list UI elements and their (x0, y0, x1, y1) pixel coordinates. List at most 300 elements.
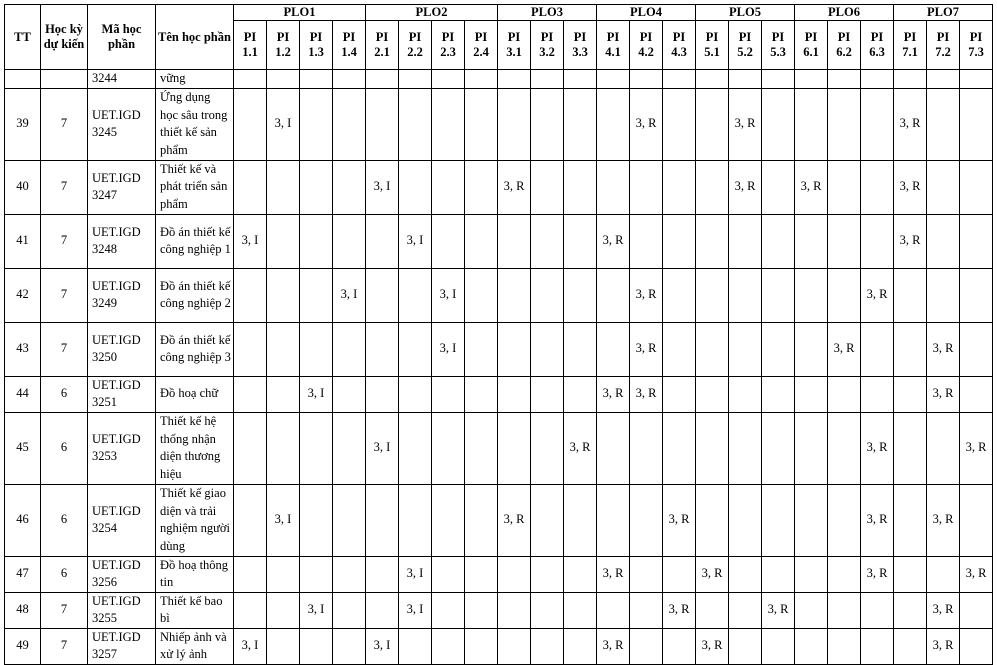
pi-mapping-cell: 3, R (630, 322, 663, 376)
pi-mapping-cell (597, 70, 630, 89)
pi-mapping-cell (927, 88, 960, 160)
pi-mapping-cell (828, 484, 861, 556)
pi-mapping-cell (234, 556, 267, 592)
pi-mapping-cell (663, 214, 696, 268)
row-number: 40 (5, 160, 41, 214)
pi-mapping-cell (366, 70, 399, 89)
pi-mapping-cell (333, 70, 366, 89)
pi-mapping-cell (630, 412, 663, 484)
table-row (5, 160, 993, 214)
pi-mapping-cell (267, 214, 300, 268)
pi-mapping-cell (564, 88, 597, 160)
semester-cell: 7 (41, 628, 88, 664)
pi-mapping-cell (531, 556, 564, 592)
pi-mapping-cell (762, 412, 795, 484)
pi-mapping-cell (663, 268, 696, 322)
pi-mapping-cell: 3, R (696, 556, 729, 592)
pi-mapping-cell (498, 322, 531, 376)
pi-mapping-cell (894, 70, 927, 89)
pi-mapping-cell: 3, R (861, 412, 894, 484)
pi-mapping-cell: 3, I (366, 628, 399, 664)
pi-mapping-cell (894, 484, 927, 556)
pi-mapping-cell (762, 484, 795, 556)
pi-mapping-cell: 3, R (696, 628, 729, 664)
pi-mapping-cell (663, 70, 696, 89)
course-name: Thiết kế và phát triển sản phẩm (156, 160, 234, 214)
course-code: UET.IGD 3253 (88, 412, 156, 484)
pi-mapping-cell (597, 592, 630, 628)
pi-mapping-cell (465, 214, 498, 268)
pi-mapping-cell (300, 214, 333, 268)
course-name: vững (156, 70, 234, 89)
pi-mapping-cell (663, 322, 696, 376)
pi-header: PI 1.3 (300, 21, 333, 70)
pi-header: PI 3.1 (498, 21, 531, 70)
pi-mapping-cell (333, 322, 366, 376)
pi-mapping-cell (333, 484, 366, 556)
pi-mapping-cell (696, 268, 729, 322)
pi-mapping-cell (762, 88, 795, 160)
pi-mapping-cell (366, 592, 399, 628)
pi-mapping-cell (828, 376, 861, 412)
pi-mapping-cell (795, 88, 828, 160)
pi-mapping-cell (861, 88, 894, 160)
pi-mapping-cell: 3, R (630, 268, 663, 322)
semester-cell: 7 (41, 592, 88, 628)
table-row (5, 592, 993, 628)
row-number (5, 70, 41, 89)
row-number: 49 (5, 628, 41, 664)
pi-mapping-cell (399, 376, 432, 412)
pi-mapping-cell (828, 556, 861, 592)
pi-mapping-cell (696, 322, 729, 376)
pi-mapping-cell (267, 556, 300, 592)
course-name-header: Tên học phần (156, 5, 234, 70)
course-code-header: Mã học phần (88, 5, 156, 70)
pi-mapping-cell (729, 322, 762, 376)
pi-mapping-cell (300, 412, 333, 484)
pi-mapping-cell (795, 214, 828, 268)
pi-header: PI 3.3 (564, 21, 597, 70)
pi-mapping-cell (267, 70, 300, 89)
table-row (5, 556, 993, 592)
pi-mapping-cell (465, 376, 498, 412)
pi-mapping-cell: 3, R (630, 376, 663, 412)
pi-mapping-cell: 3, I (300, 592, 333, 628)
course-code: UET.IGD 3250 (88, 322, 156, 376)
pi-mapping-cell (333, 628, 366, 664)
course-name: Thiết kế bao bì (156, 592, 234, 628)
table-row (5, 484, 993, 556)
pi-mapping-cell (234, 70, 267, 89)
pi-mapping-cell (663, 160, 696, 214)
pi-mapping-cell: 3, R (894, 160, 927, 214)
pi-mapping-cell (960, 70, 993, 89)
plo-group-header: PLO1 (234, 5, 366, 21)
pi-mapping-cell (828, 592, 861, 628)
pi-mapping-cell (729, 628, 762, 664)
pi-mapping-cell (399, 322, 432, 376)
pi-header: PI 4.3 (663, 21, 696, 70)
table-row (5, 376, 993, 412)
pi-mapping-cell (960, 322, 993, 376)
pi-mapping-cell (432, 592, 465, 628)
pi-mapping-cell: 3, R (597, 376, 630, 412)
pi-mapping-cell (564, 322, 597, 376)
plo-group-header: PLO2 (366, 5, 498, 21)
pi-mapping-cell (597, 88, 630, 160)
pi-mapping-cell (333, 88, 366, 160)
table-row (5, 412, 993, 484)
pi-header: PI 3.2 (531, 21, 564, 70)
pi-mapping-cell (564, 556, 597, 592)
pi-mapping-cell (300, 628, 333, 664)
semester-cell: 7 (41, 88, 88, 160)
pi-mapping-cell (729, 214, 762, 268)
pi-mapping-cell (597, 160, 630, 214)
pi-mapping-cell (432, 214, 465, 268)
pi-mapping-cell (564, 214, 597, 268)
pi-mapping-cell: 3, R (663, 484, 696, 556)
pi-mapping-cell (333, 592, 366, 628)
pi-mapping-cell (762, 376, 795, 412)
pi-mapping-cell (564, 70, 597, 89)
pi-mapping-cell: 3, R (597, 556, 630, 592)
semester-cell: 7 (41, 160, 88, 214)
pi-mapping-cell (729, 376, 762, 412)
pi-mapping-cell (663, 412, 696, 484)
table-row (5, 628, 993, 664)
pi-header: PI 7.3 (960, 21, 993, 70)
pi-mapping-cell (300, 268, 333, 322)
pi-header: PI 6.2 (828, 21, 861, 70)
pi-mapping-cell (960, 214, 993, 268)
pi-mapping-cell (894, 268, 927, 322)
pi-mapping-cell (399, 484, 432, 556)
pi-mapping-cell (960, 376, 993, 412)
pi-mapping-cell (762, 214, 795, 268)
course-name: Đồ hoạ thông tin (156, 556, 234, 592)
table-row (5, 268, 993, 322)
pi-mapping-cell (828, 268, 861, 322)
pi-mapping-cell (234, 592, 267, 628)
pi-mapping-cell (597, 484, 630, 556)
pi-mapping-cell (696, 592, 729, 628)
pi-mapping-cell (531, 376, 564, 412)
pi-mapping-cell (630, 592, 663, 628)
pi-mapping-cell (465, 592, 498, 628)
tt-header: TT (5, 5, 41, 70)
course-code: UET.IGD 3249 (88, 268, 156, 322)
pi-mapping-cell (927, 70, 960, 89)
pi-mapping-cell (267, 628, 300, 664)
plo-group-header: PLO4 (597, 5, 696, 21)
pi-mapping-cell (894, 592, 927, 628)
pi-header: PI 6.3 (861, 21, 894, 70)
course-code: UET.IGD 3245 (88, 88, 156, 160)
pi-mapping-cell (366, 322, 399, 376)
semester-cell: 6 (41, 556, 88, 592)
pi-mapping-cell (465, 70, 498, 89)
pi-mapping-cell (960, 268, 993, 322)
course-code: UET.IGD 3256 (88, 556, 156, 592)
pi-mapping-cell (927, 160, 960, 214)
pi-mapping-cell (366, 88, 399, 160)
pi-mapping-cell (531, 70, 564, 89)
pi-header: PI 5.1 (696, 21, 729, 70)
pi-mapping-cell (729, 592, 762, 628)
pi-mapping-cell: 3, I (267, 88, 300, 160)
pi-mapping-cell (960, 88, 993, 160)
pi-mapping-cell (795, 412, 828, 484)
pi-mapping-cell: 3, R (927, 628, 960, 664)
pi-mapping-cell (465, 88, 498, 160)
course-code: UET.IGD 3247 (88, 160, 156, 214)
pi-mapping-cell (828, 628, 861, 664)
pi-mapping-cell (234, 412, 267, 484)
semester-cell: 7 (41, 214, 88, 268)
course-code: 3244 (88, 70, 156, 89)
pi-mapping-cell (795, 376, 828, 412)
pi-mapping-cell (927, 412, 960, 484)
pi-mapping-cell (465, 322, 498, 376)
pi-mapping-cell (234, 376, 267, 412)
pi-mapping-cell: 3, R (927, 322, 960, 376)
table-row (5, 214, 993, 268)
pi-mapping-cell: 3, R (960, 412, 993, 484)
pi-mapping-cell (531, 484, 564, 556)
pi-mapping-cell (564, 484, 597, 556)
pi-mapping-cell (828, 412, 861, 484)
pi-mapping-cell (795, 322, 828, 376)
pi-mapping-cell (432, 376, 465, 412)
pi-mapping-cell (729, 556, 762, 592)
pi-mapping-cell: 3, R (729, 88, 762, 160)
pi-mapping-cell (399, 88, 432, 160)
pi-mapping-cell (300, 556, 333, 592)
semester-cell: 6 (41, 376, 88, 412)
pi-mapping-cell (795, 628, 828, 664)
pi-mapping-cell (762, 70, 795, 89)
pi-mapping-cell (432, 484, 465, 556)
pi-mapping-cell: 3, I (333, 268, 366, 322)
pi-mapping-cell: 3, R (861, 484, 894, 556)
pi-mapping-cell: 3, I (399, 592, 432, 628)
pi-header: PI 7.1 (894, 21, 927, 70)
pi-mapping-cell (432, 412, 465, 484)
row-number: 47 (5, 556, 41, 592)
pi-mapping-cell (828, 70, 861, 89)
pi-mapping-cell (531, 412, 564, 484)
pi-mapping-cell (366, 214, 399, 268)
pi-mapping-cell: 3, R (630, 88, 663, 160)
pi-mapping-cell (432, 556, 465, 592)
pi-mapping-cell: 3, R (498, 484, 531, 556)
pi-mapping-cell (729, 484, 762, 556)
pi-mapping-cell (564, 376, 597, 412)
pi-header: PI 5.3 (762, 21, 795, 70)
pi-mapping-cell (465, 556, 498, 592)
pi-mapping-cell (300, 322, 333, 376)
table-row (5, 88, 993, 160)
pi-mapping-cell: 3, R (663, 592, 696, 628)
pi-header: PI 2.4 (465, 21, 498, 70)
pi-mapping-cell (762, 628, 795, 664)
pi-header: PI 2.3 (432, 21, 465, 70)
pi-header: PI 1.1 (234, 21, 267, 70)
pi-mapping-cell (729, 268, 762, 322)
pi-mapping-cell (531, 628, 564, 664)
pi-header: PI 5.2 (729, 21, 762, 70)
course-name: Thiết kế hệ thống nhận diện thương hiệu (156, 412, 234, 484)
pi-mapping-cell (498, 214, 531, 268)
plo-mapping-table (4, 4, 993, 665)
pi-mapping-cell (795, 268, 828, 322)
pi-mapping-cell (696, 70, 729, 89)
pi-mapping-cell (399, 628, 432, 664)
pi-mapping-cell (894, 376, 927, 412)
pi-mapping-cell (498, 556, 531, 592)
pi-mapping-cell (531, 592, 564, 628)
pi-mapping-cell (861, 70, 894, 89)
pi-header: PI 1.2 (267, 21, 300, 70)
pi-mapping-cell (234, 484, 267, 556)
pi-mapping-cell (663, 556, 696, 592)
pi-mapping-cell (498, 376, 531, 412)
course-name: Thiết kế giao diện và trải nghiệm người dùng (156, 484, 234, 556)
pi-mapping-cell (531, 160, 564, 214)
row-number: 43 (5, 322, 41, 376)
pi-mapping-cell (366, 268, 399, 322)
pi-mapping-cell (432, 70, 465, 89)
pi-mapping-cell (465, 628, 498, 664)
pi-mapping-cell (333, 412, 366, 484)
pi-mapping-cell (663, 88, 696, 160)
row-number: 48 (5, 592, 41, 628)
pi-mapping-cell (861, 160, 894, 214)
pi-mapping-cell (762, 160, 795, 214)
pi-mapping-cell (333, 214, 366, 268)
course-name: Nhiếp ảnh và xử lý ảnh (156, 628, 234, 664)
pi-mapping-cell (927, 556, 960, 592)
pi-mapping-cell (234, 88, 267, 160)
pi-mapping-cell (663, 628, 696, 664)
pi-mapping-cell (762, 268, 795, 322)
pi-mapping-cell (366, 484, 399, 556)
course-code: UET.IGD 3254 (88, 484, 156, 556)
pi-header: PI 1.4 (333, 21, 366, 70)
pi-mapping-cell: 3, R (564, 412, 597, 484)
row-number: 41 (5, 214, 41, 268)
pi-mapping-cell (465, 412, 498, 484)
pi-mapping-cell (861, 376, 894, 412)
table-row (5, 322, 993, 376)
pi-mapping-cell (333, 160, 366, 214)
plo-group-header: PLO5 (696, 5, 795, 21)
pi-mapping-cell (564, 268, 597, 322)
pi-mapping-cell (960, 484, 993, 556)
pi-mapping-cell (333, 376, 366, 412)
pi-mapping-cell (531, 268, 564, 322)
pi-mapping-cell (531, 88, 564, 160)
pi-mapping-cell: 3, I (399, 556, 432, 592)
semester-cell (41, 70, 88, 89)
pi-mapping-cell: 3, R (861, 556, 894, 592)
pi-mapping-cell (267, 268, 300, 322)
pi-mapping-cell: 3, R (597, 214, 630, 268)
pi-header: PI 6.1 (795, 21, 828, 70)
pi-mapping-cell: 3, I (432, 268, 465, 322)
pi-mapping-cell (795, 556, 828, 592)
pi-mapping-cell (432, 88, 465, 160)
pi-mapping-cell (300, 88, 333, 160)
course-code: UET.IGD 3248 (88, 214, 156, 268)
pi-mapping-cell (399, 412, 432, 484)
pi-mapping-cell (696, 484, 729, 556)
pi-mapping-cell (531, 214, 564, 268)
pi-mapping-cell: 3, I (366, 412, 399, 484)
pi-mapping-cell (300, 484, 333, 556)
course-name: Đồ án thiết kế công nghiệp 2 (156, 268, 234, 322)
semester-cell: 6 (41, 484, 88, 556)
pi-mapping-cell: 3, I (399, 214, 432, 268)
pi-mapping-cell: 3, I (267, 484, 300, 556)
pi-mapping-cell (465, 484, 498, 556)
pi-mapping-cell (630, 484, 663, 556)
pi-mapping-cell (630, 628, 663, 664)
semester-cell: 6 (41, 412, 88, 484)
pi-header: PI 4.2 (630, 21, 663, 70)
pi-mapping-cell (399, 268, 432, 322)
pi-mapping-cell: 3, R (927, 484, 960, 556)
pi-mapping-cell: 3, R (762, 592, 795, 628)
pi-mapping-cell (795, 484, 828, 556)
pi-mapping-cell (696, 412, 729, 484)
pi-header: PI 2.1 (366, 21, 399, 70)
pi-mapping-cell (498, 592, 531, 628)
row-number: 46 (5, 484, 41, 556)
pi-header: PI 7.2 (927, 21, 960, 70)
course-name: Ứng dụng học sâu trong thiết kế sản phẩm (156, 88, 234, 160)
pi-mapping-cell (498, 70, 531, 89)
pi-mapping-cell (894, 412, 927, 484)
pi-mapping-cell: 3, I (366, 160, 399, 214)
pi-mapping-cell (696, 376, 729, 412)
pi-mapping-cell (696, 160, 729, 214)
row-number: 45 (5, 412, 41, 484)
row-number: 44 (5, 376, 41, 412)
pi-mapping-cell (630, 214, 663, 268)
pi-mapping-cell (234, 322, 267, 376)
semester-header: Học kỳ dự kiến (41, 5, 88, 70)
pi-mapping-cell (597, 268, 630, 322)
pi-mapping-cell (564, 592, 597, 628)
pi-mapping-cell (366, 556, 399, 592)
plo-group-header: PLO3 (498, 5, 597, 21)
semester-cell: 7 (41, 268, 88, 322)
pi-mapping-cell (399, 70, 432, 89)
table-row (5, 70, 993, 89)
course-name: Đồ hoạ chữ (156, 376, 234, 412)
pi-mapping-cell (366, 376, 399, 412)
pi-mapping-cell (564, 628, 597, 664)
pi-mapping-cell: 3, R (498, 160, 531, 214)
pi-mapping-cell: 3, I (234, 214, 267, 268)
pi-mapping-cell (333, 556, 366, 592)
pi-mapping-cell (597, 322, 630, 376)
pi-mapping-cell: 3, I (432, 322, 465, 376)
pi-mapping-cell (762, 322, 795, 376)
